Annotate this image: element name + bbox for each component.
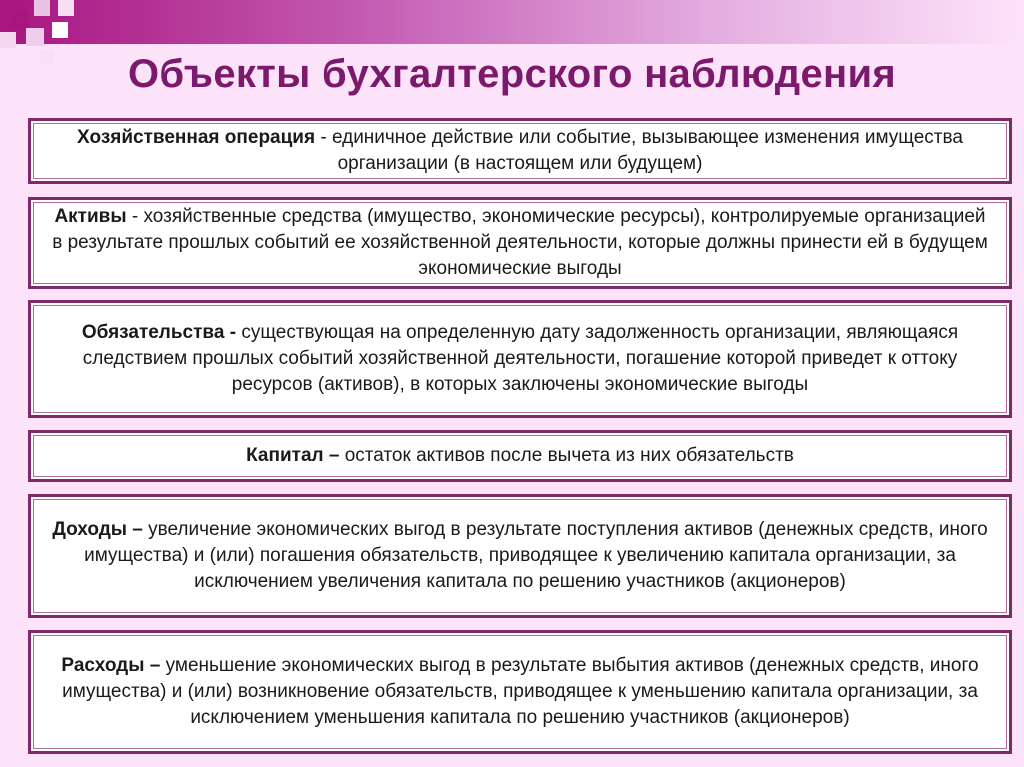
definition-text: Активы - хозяйственные средства (имущество, экономические ресурсы), контролируемые организацией в результате прошлых событий ее хозяйственной деятельности, которые должны принести ей в будущем экономические выгоды [52,206,988,279]
decorative-square [26,28,44,46]
definition-term: Обязательства - [81,322,237,343]
definition-text [246,443,794,469]
definition-term: Хозяйственная операция [77,127,316,148]
decorative-square [52,22,68,38]
definition-text: Хозяйственная операция - единичное действие или событие, вызывающее изменения имущества организации (в настоящем или будущем) [77,127,963,174]
definition-text [51,653,989,731]
definition-body: увеличение экономических выгод в результате поступления активов (денежных средств, иного имущества) и (или) погашения обязательств, приводящее к увеличению капитала организации, за исключением увеличения капитала по решению участников (акционеров) [84,519,988,592]
definition-term: Капитал – [246,445,340,466]
definition-box-assets [28,197,1012,289]
definition-term: Расходы – [61,655,161,676]
decorative-square [0,32,16,48]
definition-box-expenses [28,630,1012,754]
definition-text [51,517,989,595]
definition-box-capital [28,430,1012,482]
definition-term: Активы [54,206,127,227]
definition-box-liabilities [28,300,1012,418]
page-title: Объекты бухгалтерского наблюдения [128,52,896,96]
header-gradient-bar [0,0,1024,44]
definition-box-income [28,494,1012,618]
definition-text [51,320,989,398]
definition-body: единичное действие или событие, вызывающее изменения имущества организации (в настоящем или будущем) [331,127,963,174]
decorative-square [58,0,74,16]
decorative-square [34,0,50,16]
definition-body: хозяйственные средства (имущество, экономические ресурсы), контролируемые организацией в результате прошлых событий ее хозяйственной деятельности, которые должны принести ей в будущем экономические выгоды [52,206,988,279]
definition-box-operation [28,118,1012,184]
decorative-square [10,10,28,28]
definition-body: уменьшение экономических выгод в результате выбытия активов (денежных средств, иного имущества) и (или) возникновение обязательств, приводящее к уменьшению капитала организации, за исключением уменьшения капитала по решению участников (акционеров) [62,655,979,728]
definition-body: остаток активов после вычета из них обязательств [344,445,794,466]
definition-body: существующая на определенную дату задолженность организации, являющаяся следствием прошлых событий хозяйственной деятельности, погашение которой приведет к оттоку ресурсов (активов), в которых заключены экономические выгоды [82,322,959,395]
definition-term: Доходы – [52,519,143,540]
